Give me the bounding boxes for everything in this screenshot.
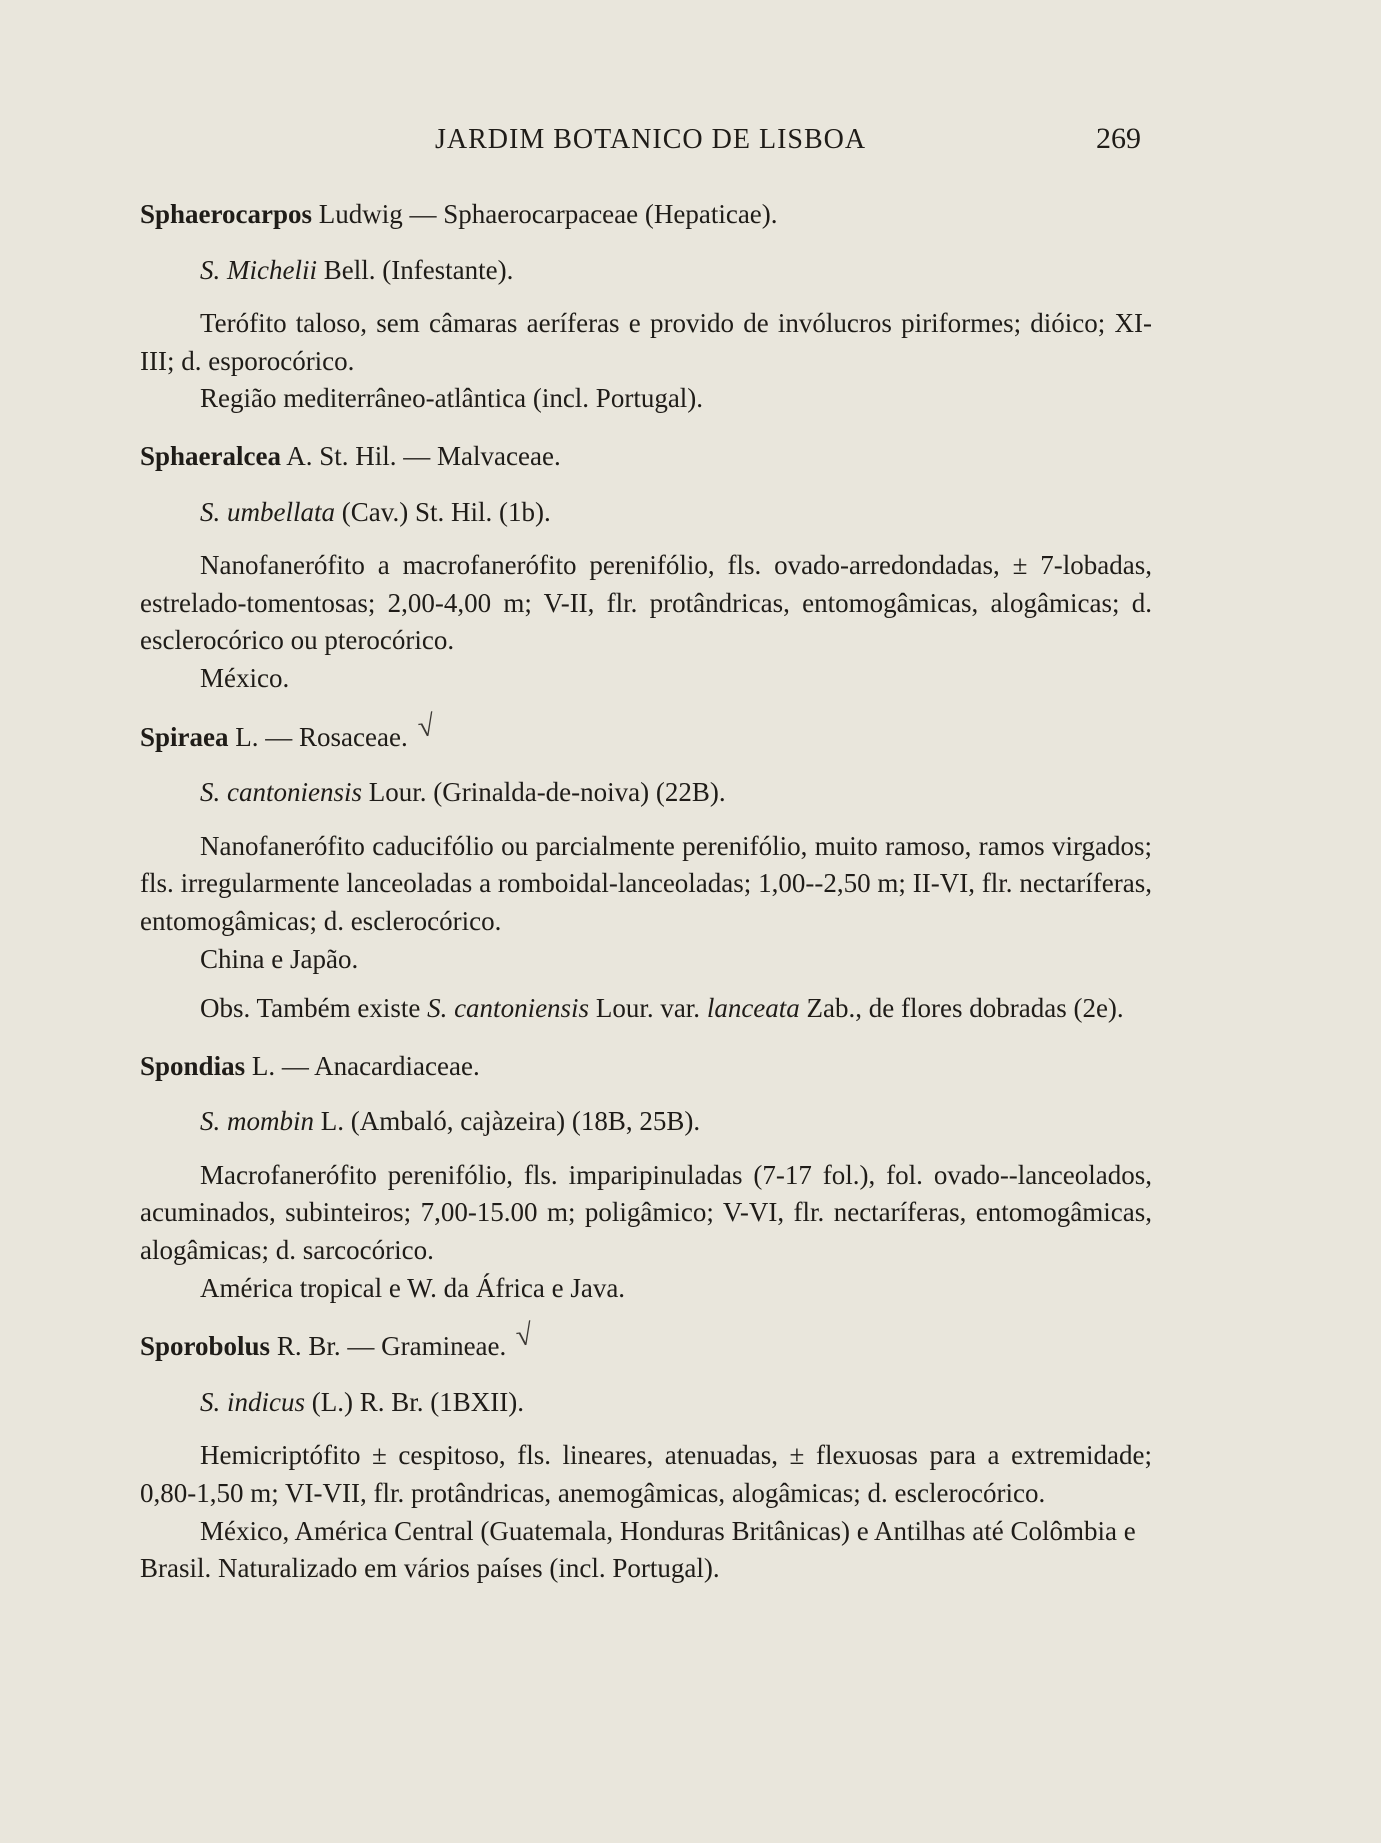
- genus-authority: L. — Rosaceae.: [228, 721, 408, 752]
- genus-heading: [140, 196, 1152, 234]
- entry-sphaeralcea: [140, 438, 1152, 698]
- running-title: JARDIM BOTANICO DE LISBOA: [435, 124, 867, 155]
- page-content: [140, 196, 1152, 1608]
- species-region: China e Japão.: [200, 943, 359, 974]
- genus-authority: R. Br. — Gramineae.: [270, 1331, 507, 1362]
- species-name: S. mombin: [200, 1106, 314, 1137]
- species-description: Hemicriptófito ± cespitoso, fls. lineares, atenuadas, ± flexuosas para a extremidade; 0,80-1,50 m; VI-VII, flr. protândricas, anemogâmicas, alogâmicas; d. esclerocórico.: [140, 1440, 1152, 1509]
- genus-name: Spondias: [140, 1050, 246, 1081]
- genus-heading: [140, 438, 1152, 476]
- obs-authority: Lour. var.: [589, 993, 707, 1024]
- page-header: [0, 124, 1381, 164]
- species-description: Nanofanerófito caducifólio ou parcialmente perenifólio, muito ramoso, ramos virgados; fls. irregularmente lanceoladas a romboidal-lanceoladas; 1,00--2,50 m; II-VI, flr. nectaríferas, entomogâmicas; d. esclerocórico.: [140, 830, 1152, 936]
- genus-name: Sphaerocarpos: [140, 199, 313, 229]
- species-description: Macrofanerófito perenifólio, fls. imparipinuladas (7-17 fol.), fol. ovado--lanceolados, acuminados, subinteiros; 7,00-15.00 m; poligâmico; V-VI, flr. nectaríferas, entomogâmicas, alogâmicas; d. sarcocórico.: [140, 1159, 1152, 1266]
- species-name: S. cantoniensis: [200, 777, 362, 808]
- species-heading: [200, 252, 1152, 290]
- entry-sphaerocarpos: [140, 196, 1152, 418]
- species-authority: (L.) R. Br. (1BXII).: [305, 1386, 524, 1417]
- page-number: 269: [1096, 122, 1141, 155]
- species-authority: Bell. (Infestante).: [316, 254, 514, 285]
- genus-name: Sporobolus: [140, 1331, 271, 1362]
- genus-authority: Ludwig — Sphaerocarpaceae (Hepaticae).: [312, 199, 778, 229]
- obs-variety: lanceata: [706, 993, 800, 1024]
- species-description: Terófito taloso, sem câmaras aeríferas e provido de invólucros piriformes; dióico; XI-III; d. esporocórico.: [140, 308, 1152, 376]
- entry-spiraea: [140, 708, 1152, 1028]
- genus-heading: [140, 708, 1152, 757]
- species-description: Nanofanerófito a macrofanerófito perenifólio, fls. ovado-arredondadas, ± 7-lobadas, estrelado-tomentosas; 2,00-4,00 m; V-II, flr. protândricas, entomogâmicas, alogâmicas; d. esclerocórico ou pterocórico.: [140, 550, 1152, 656]
- species-region: América tropical e W. da África e Java.: [200, 1272, 626, 1303]
- check-mark-icon: √: [514, 1318, 535, 1354]
- genus-authority: L. — Anacardiaceae.: [245, 1050, 480, 1081]
- entry-spondias: [140, 1048, 1152, 1308]
- species-name: S. indicus: [200, 1386, 305, 1417]
- genus-name: Spiraea: [140, 721, 229, 752]
- species-region: México, América Central (Guatemala, Honduras Britânicas) e Antilhas até Colômbia e Brasil. Naturalizado em vários países (incl. Portugal).: [140, 1515, 1136, 1584]
- entry-sporobolus: [140, 1318, 1152, 1588]
- obs-prefix: Obs. Também existe: [200, 993, 428, 1024]
- check-mark-icon: √: [415, 708, 437, 744]
- species-authority: (Cav.) St. Hil. (1b).: [335, 496, 551, 527]
- genus-heading: [140, 1048, 1152, 1086]
- genus-heading: [140, 1318, 1152, 1366]
- genus-authority: A. St. Hil. — Malvaceae.: [281, 440, 561, 471]
- observation-note: [140, 990, 1152, 1028]
- species-authority: Lour. (Grinalda-de-noiva) (22B).: [362, 777, 726, 808]
- species-heading: [200, 1384, 1152, 1422]
- species-region: Região mediterrâneo-atlântica (incl. Portugal).: [200, 383, 704, 414]
- species-name: S. umbellata: [200, 496, 335, 527]
- obs-species-name: S. cantoniensis: [427, 993, 590, 1024]
- species-heading: [200, 494, 1152, 532]
- species-heading: [200, 1103, 1152, 1141]
- species-authority: L. (Ambaló, cajàzeira) (18B, 25B).: [314, 1106, 701, 1137]
- obs-rest: Zab., de flores dobradas (2e).: [799, 993, 1124, 1024]
- species-name: S. Michelii: [200, 254, 317, 285]
- species-region: México.: [200, 662, 290, 693]
- genus-name: Sphaeralcea: [140, 440, 281, 471]
- species-heading: [200, 774, 1152, 812]
